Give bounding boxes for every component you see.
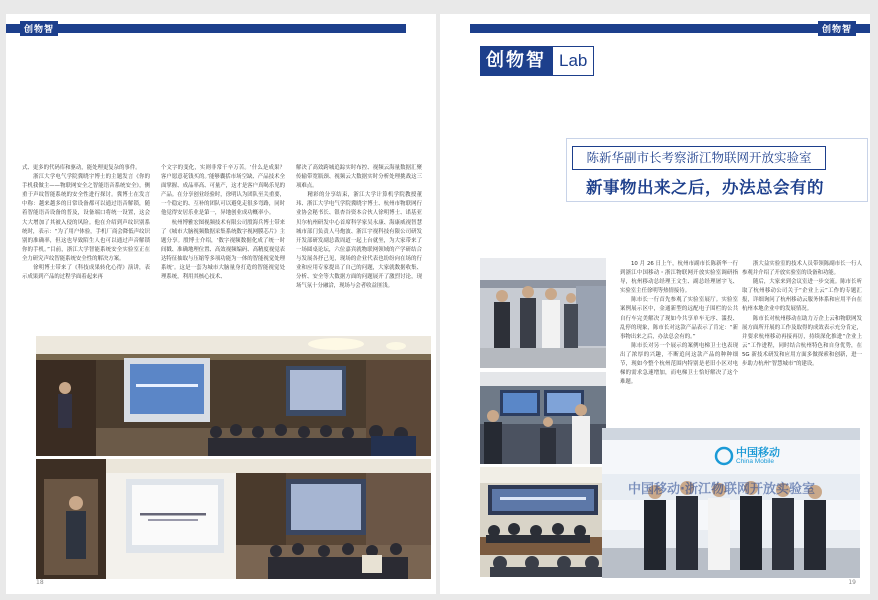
page-number-left: 18 [36, 579, 44, 586]
article-subtitle: 陈新华副市长考察浙江物联网开放实验室 [572, 146, 826, 170]
lab-wall-text: 中国移动·浙江物联网开放实验室 [628, 482, 815, 497]
brand-cn: 创物智 [480, 46, 552, 76]
header-bar [470, 24, 870, 33]
magazine-logo: 创物智 [20, 21, 58, 36]
photo-speaker-panel [36, 459, 431, 579]
brand-en: Lab [552, 46, 594, 76]
article-column-2: 浙大益实验室的技术人员带领陈副市长一行人参观并介绍了开放实验室的设备和功能。 随后，大家来到会议室进一步交流。陈市长听取了杭州移动公司关于“企业上云”工作的专题汇报，详细询问了杭州移动云服务体系和应用平台在杭州本地企业中的发展情况。 陈市长对杭州移动在助力万企上云和物联网发展方面所开展的工作及取得的成效表示充分肯定，并要求杭州移动再接再厉，持续深化推进“企业上云”工作进程，同时结合杭州特色和自身优势，在 5G 新技术研发和应用方面多做探索和创新，进一步助力杭州“智慧城市”的建设。 [742, 261, 862, 368]
magazine-logo: 创物智 [818, 21, 856, 36]
page-number-right: 19 [848, 579, 856, 586]
header-bar [6, 24, 406, 33]
photo-exhibit-tour [480, 258, 606, 368]
article-title: 新事物出来之后，办法总会有的 [586, 178, 824, 197]
article-column-1: 10 月 26 日上午，杭州市副市长陈新华一行到浙江中国移动・浙江物联网开放实验室调研指导，杭州移动总经理王文生、副总经理屠宇飞、实验室主任徐明等热情接待。 陈市长一行首先参观了实验室展厅。实验室案例展示区中，金通新型的远配电子围栏的公共自行车完美解决了现如今共享单车无序、滥投、乱停的现象，陈市长对这款产品表示了肯定：“新事物出来之后，办法总会有的。” 陈市长对另一个展示的案例电梯卫士也表现出了浓厚的兴趣，不断追问这款产品的种种细节，现如今整个杭州范围内特别是老旧小区对电梯的需求急速增加，而电梯卫士恰好解决了这个难题。 [620, 261, 738, 386]
china-mobile-sign-en: China Mobile [736, 458, 774, 465]
text-column-1: 式、更多的代码库和驱动，能处理更复杂的事件。 浙江大学电气学院冀晓宇博士的主题发言《你的手机我做主——物联网安全之智能语音系统安全》，侧重于声纹智能系统的安全性进行探讨。冀博士在发言中称：越来越多的日常设备都可以通过语音解锁，随着智能语音设备的普及，设备端口将统一设置，这会大大增加了其被入侵的风险。他在介绍到声纹识别系统时，表示：“为了用户体验，手机厂商会降低声纹识别的准确率，但这也导致陌生人也可以通过声音解锁你的手机。”目前，浙江大学智能系统安全实验室正在全力研究声纹智能系统安全性的解决方案。 徐明博士带来了《科技成果转化心得》演讲，表示成果到产品的过程学面着起来再 [22, 165, 150, 281]
text-column-3: 解决了高效跨城追踪实时布控、视频云海量数据汇聚传输带宽瓶颈、视频云大数据实时分析处理挑战这三项难点。 精彩的分享结束，浙江大学计算机学院教授董玮、浙江大学电气学院冀晓宇博士、杭州市物联网行业协会秘书长、银杏谷资本合伙人徐明博士、诺基亚贝尔杭州研发中心首席科学家吴永康、海康威视智慧城市部门负责人马炮波、浙江宇视科技有限公司研发开发部研发副总裁周道一起上台就坐，为大家带来了一场圆桌论坛，六位嘉宾就物联网领域的产学研结合与发展各抒己见，现场的企业代表也纷纷向在场的行业和应用专家提出了自己的问题，大家就数据收集、分析、安全等大数据方面的问题展开了激烈讨论，现场气氛十分融洽，现场与会者收益匪浅。 [296, 165, 422, 290]
right-page [440, 14, 870, 594]
text-column-2: 个文字的变化，实则非常千辛万苦。‘什么是成果？客户愿意花钱买的。’能够囊括市场空缺、产品技术全面掌握、成品率高、可量产，这才是客户真喝乐见的产品。在分享创业经验时，徐明认为团队至关重要，一个稳定的、互补的团队可以避免走很多弯路，同时他觉得安居乐业是第一，异地创业成功概率小。 杭州博雅宏图视频技术有限公司殷海兵博士带来了《城市大脑视频数据采集系统数字视网膜芯片》主题分享。殷博士介绍，‘数字视频数据化成了统一时间戳、准确地理位置、高效视频编码、高精度视觉表达特征抽取与压缩等多项功能为一体的智能视觉处理系统’。这是一套为城市大脑量身打造的智能视觉处理系统，利用其核心技术、 [161, 165, 285, 281]
photo-meeting-room [480, 467, 606, 577]
left-page [6, 14, 436, 594]
photo-demo-screens [480, 372, 606, 464]
photo-seminar-hall [36, 336, 431, 456]
china-mobile-sign-cn: 中国移动 [736, 446, 780, 459]
brand-logo [480, 46, 594, 76]
photo-group-china-mobile [602, 428, 860, 578]
